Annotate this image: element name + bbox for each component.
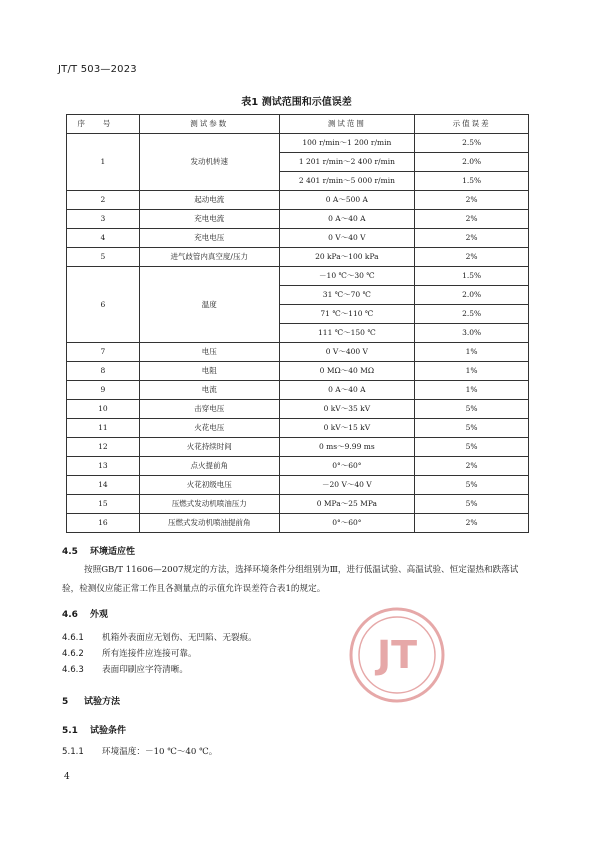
cell-no: 14 [67,476,140,495]
cell-param: 充电电压 [139,229,279,248]
cell-range: 100 r/min～1 200 r/min [279,134,415,153]
cell-error: 2% [415,191,529,210]
section-title: 试验方法 [84,697,121,707]
table-row [67,381,529,400]
cell-no: 9 [67,381,140,400]
cell-no: 5 [67,248,140,267]
table-row [67,248,529,267]
cell-error: 5% [415,438,529,457]
cell-error: 5% [415,495,529,514]
cell-no: 13 [67,457,140,476]
cell-range: －10 ℃～30 ℃ [279,267,415,286]
cell-range: 2 401 r/min～5 000 r/min [279,172,415,191]
cell-error: 1% [415,362,529,381]
cell-param: 火花电压 [139,419,279,438]
clause-text: 环境温度：－10 ℃～40 ℃。 [102,747,218,757]
section-title: 试验条件 [90,726,127,736]
section-4-6-heading [62,607,108,620]
section-number: 5.1 [62,726,78,736]
table-row [67,400,529,419]
cell-range: 0 ms～9.99 ms [279,438,415,457]
section-number: 4.6 [62,610,78,620]
table-row [67,495,529,514]
cell-param: 发动机转速 [139,134,279,191]
cell-error: 5% [415,419,529,438]
cell-param: 压燃式发动机喷油提前角 [139,514,279,533]
table-row [67,191,529,210]
table-row [67,362,529,381]
cell-param: 火花持续时间 [139,438,279,457]
clause-number: 4.6.2 [62,649,84,659]
cell-error: 3.0% [415,324,529,343]
section-5-1-heading [62,723,126,736]
cell-range: 0 kV～15 kV [279,419,415,438]
cell-range: 71 ℃～110 ℃ [279,305,415,324]
col-header-param: 测试参数 [139,115,279,134]
table-row [67,514,529,533]
cell-range: 0 A～40 A [279,381,415,400]
clause-5-1-1 [62,745,217,757]
clause-number: 4.6.1 [62,633,84,643]
section-title: 外观 [90,610,109,620]
cell-no: 4 [67,229,140,248]
svg-text:JT: JT [376,633,418,677]
cell-no: 15 [67,495,140,514]
cell-error: 2.0% [415,153,529,172]
spec-table [66,114,529,533]
cell-range: 0 MΩ～40 MΩ [279,362,415,381]
clause-text: 所有连接件应连接可靠。 [102,649,197,659]
cell-range: 0 V～40 V [279,229,415,248]
table-row [67,419,529,438]
cell-param: 温度 [139,267,279,343]
clause-number: 4.6.3 [62,665,84,675]
cell-param: 电压 [139,343,279,362]
cell-range: 0 kV～35 kV [279,400,415,419]
page-number: 4 [64,772,70,782]
col-header-range: 测试范围 [279,115,415,134]
clause-4-6-3 [62,663,188,675]
cell-error: 5% [415,400,529,419]
cell-range: －20 V～40 V [279,476,415,495]
standard-number: JT/T 503—2023 [58,64,137,75]
cell-error: 2% [415,514,529,533]
cell-no: 2 [67,191,140,210]
cell-param: 电流 [139,381,279,400]
cell-param: 击穿电压 [139,400,279,419]
cell-param: 充电电流 [139,210,279,229]
cell-error: 2% [415,248,529,267]
cell-no: 16 [67,514,140,533]
cell-error: 1% [415,381,529,400]
table-row [67,476,529,495]
cell-error: 2.5% [415,134,529,153]
col-header-error: 示值误差 [415,115,529,134]
cell-error: 2.0% [415,286,529,305]
cell-range: 0°～60° [279,514,415,533]
cell-range: 0 MPa～25 MPa [279,495,415,514]
cell-error: 1.5% [415,267,529,286]
clause-4-6-2 [62,647,197,659]
cell-param: 压燃式发动机喷油压力 [139,495,279,514]
cell-no: 1 [67,134,140,191]
cell-param: 火花初级电压 [139,476,279,495]
section-5-heading [62,694,120,707]
table-row [67,210,529,229]
section-number: 5 [62,697,69,707]
cell-range: 111 ℃～150 ℃ [279,324,415,343]
table-row [67,267,529,286]
table-header-row [67,115,529,134]
cell-param: 电阻 [139,362,279,381]
cell-range: 0 A～500 A [279,191,415,210]
cell-range: 31 ℃～70 ℃ [279,286,415,305]
table-row [67,457,529,476]
cell-param: 点火提前角 [139,457,279,476]
cell-range: 0 V～400 V [279,343,415,362]
cell-error: 2.5% [415,305,529,324]
jt-seal-icon [347,605,447,705]
table-row [67,343,529,362]
cell-error: 2% [415,210,529,229]
col-header-no: 序号 [67,115,140,134]
table-title: 表1 测试范围和示值误差 [241,97,352,108]
section-title: 环境适应性 [90,547,136,557]
cell-no: 7 [67,343,140,362]
clause-text: 表面印刷应字符清晰。 [102,665,188,675]
clause-text: 机箱外表面应无划伤、无凹陷、无裂痕。 [102,633,257,643]
cell-error: 2% [415,457,529,476]
table-row [67,438,529,457]
cell-error: 1% [415,343,529,362]
clause-number: 5.1.1 [62,747,84,757]
cell-error: 2% [415,229,529,248]
section-4-5-heading [62,544,135,557]
cell-param: 起动电流 [139,191,279,210]
cell-no: 11 [67,419,140,438]
cell-error: 1.5% [415,172,529,191]
table-row [67,229,529,248]
cell-no: 10 [67,400,140,419]
cell-no: 8 [67,362,140,381]
section-number: 4.5 [62,547,78,557]
cell-range: 20 kPa～100 kPa [279,248,415,267]
cell-no: 6 [67,267,140,343]
cell-range: 1 201 r/min～2 400 r/min [279,153,415,172]
cell-range: 0°～60° [279,457,415,476]
cell-no: 3 [67,210,140,229]
clause-4-6-1 [62,631,257,643]
table-body [67,134,529,533]
cell-error: 5% [415,476,529,495]
table-row [67,134,529,153]
section-4-5-paragraph: 按照GB/T 11606—2007规定的方法，选择环境条件分组组别为Ⅲ，进行低温试验、高温试验、恒定湿热和跌落试验，检测仪应能正常工作且各测量点的示值允许误差符合表1的规定。 [62,565,519,594]
cell-param: 进气歧管内真空度/压力 [139,248,279,267]
cell-range: 0 A～40 A [279,210,415,229]
cell-no: 12 [67,438,140,457]
